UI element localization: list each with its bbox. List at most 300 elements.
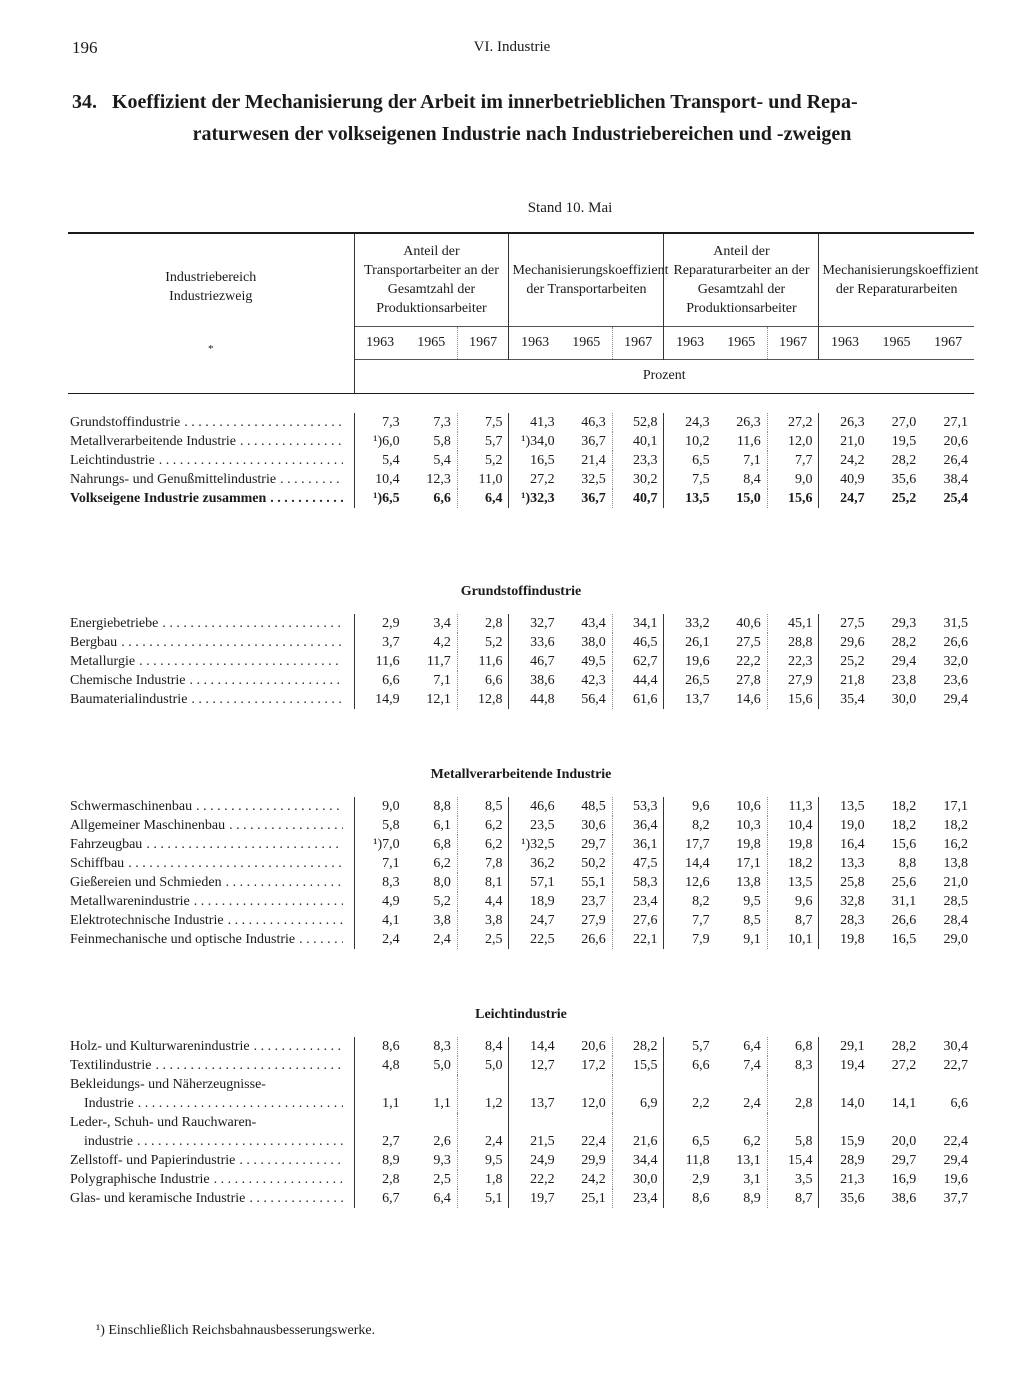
row-label-text: Volkseigene Industrie zusammen	[70, 491, 267, 506]
table-cell: 14,6	[736, 692, 761, 707]
row-label	[68, 1037, 354, 1056]
table-cell: 7,8	[457, 854, 509, 873]
statistics-table	[68, 232, 979, 1208]
row-label	[68, 873, 354, 892]
table-cell: ¹)6,0	[354, 432, 406, 451]
table-cell: 50,2	[581, 856, 606, 871]
table-cell: 13,1	[736, 1153, 761, 1168]
table-cell: 11,8	[664, 1151, 716, 1170]
table-cell: 4,4	[457, 892, 509, 911]
table-row	[68, 671, 974, 690]
table-cell: 6,4	[433, 1191, 451, 1206]
row-label	[68, 1170, 354, 1189]
table-cell: 12,0	[581, 1096, 606, 1111]
table-cell: 5,4	[354, 451, 406, 470]
table-cell: 9,5	[743, 894, 761, 909]
row-label-text: Energiebetriebe	[70, 616, 159, 631]
table-cell: 40,7	[612, 489, 664, 508]
table-cell: 8,8	[433, 799, 451, 814]
table-cell: 15,6	[891, 837, 917, 852]
table-cell: 8,7	[767, 1189, 819, 1208]
table-cell: 9,0	[354, 797, 406, 816]
table-cell: 16,2	[943, 837, 968, 852]
table-cell: 8,9	[743, 1191, 761, 1206]
row-label-text: Bergbau	[70, 635, 118, 650]
table-cell: 26,3	[819, 413, 871, 432]
table-cell: 44,8	[509, 690, 561, 709]
table-cell: 13,5	[767, 873, 819, 892]
table-row	[68, 652, 974, 671]
table-cell: 11,7	[426, 654, 451, 669]
year-header: 1965	[716, 327, 768, 360]
table-cell: 9,3	[433, 1153, 451, 1168]
table-cell: 26,6	[581, 932, 606, 947]
table-cell: ¹)34,0	[509, 432, 561, 451]
table-cell: 29,4	[943, 692, 968, 707]
table-cell: 27,5	[736, 635, 761, 650]
table-cell: 26,4	[943, 453, 968, 468]
table-cell: 22,4	[581, 1134, 606, 1149]
table-cell: 27,9	[581, 913, 606, 928]
table-cell: 4,9	[354, 892, 406, 911]
year-header: 1967	[767, 327, 819, 360]
table-cell: 25,4	[943, 491, 968, 506]
table-cell: 7,7	[664, 911, 716, 930]
table-cell: 6,1	[433, 818, 451, 833]
table-cell: 35,6	[819, 1189, 871, 1208]
table-cell: 14,0	[819, 1075, 871, 1113]
table-cell: 14,4	[509, 1037, 561, 1056]
table-cell: 45,1	[767, 614, 819, 633]
table-cell: 14,9	[354, 690, 406, 709]
table-cell: 1,8	[457, 1170, 509, 1189]
table-row	[68, 892, 974, 911]
table-cell: 6,7	[354, 1189, 406, 1208]
table-cell: 8,9	[354, 1151, 406, 1170]
table-cell: 19,8	[767, 835, 819, 854]
table-cell: 43,4	[581, 616, 606, 631]
table-cell: 30,6	[581, 818, 606, 833]
table-cell: 55,1	[581, 875, 606, 890]
table-cell: 19,6	[664, 652, 716, 671]
table-cell: 13,8	[943, 856, 968, 871]
row-label	[68, 690, 354, 709]
table-cell: 9,6	[664, 797, 716, 816]
table-cell: 29,3	[891, 616, 917, 631]
row-label-text: Leder-, Schuh- und Rauchwaren-	[70, 1115, 257, 1130]
year-header: 1965	[406, 327, 458, 360]
table-cell: 47,5	[612, 854, 664, 873]
table-cell: 24,2	[581, 1172, 606, 1187]
table-cell: 8,3	[767, 1056, 819, 1075]
row-label-text: Metallwarenindustrie	[70, 894, 190, 909]
footnote: ¹) Einschließlich Reichsbahnausbesserungswerke.	[96, 1323, 376, 1338]
table-cell: 5,2	[457, 633, 509, 652]
year-header: 1963	[509, 327, 561, 360]
table-cell: 4,1	[354, 911, 406, 930]
table-cell: 26,3	[736, 415, 761, 430]
table-cell: 36,4	[612, 816, 664, 835]
table-title	[72, 86, 972, 150]
table-cell: 58,3	[612, 873, 664, 892]
table-cell: 22,1	[612, 930, 664, 949]
table-cell: 12,3	[426, 472, 451, 487]
table-cell: 30,0	[891, 692, 917, 707]
table-cell: 11,6	[354, 652, 406, 671]
table-cell: 32,5	[581, 472, 606, 487]
table-cell: 16,9	[891, 1172, 917, 1187]
row-label-text: Schiffbau	[70, 856, 125, 871]
row-label-text: Bekleidungs- und Näherzeugnisse-	[70, 1077, 266, 1092]
stand-date: Stand 10. Mai	[527, 200, 613, 216]
table-cell: 40,6	[736, 616, 761, 631]
table-cell: 34,4	[612, 1151, 664, 1170]
table-cell: 19,0	[819, 816, 871, 835]
table-cell: 25,8	[819, 873, 871, 892]
table-cell: 23,6	[943, 673, 968, 688]
table-cell: 15,0	[736, 491, 761, 506]
table-cell: 5,7	[664, 1037, 716, 1056]
row-label-text: Chemische Industrie	[70, 673, 186, 688]
row-label	[68, 835, 354, 854]
table-cell: 19,7	[509, 1189, 561, 1208]
row-label-text-continued: Industrie	[84, 1096, 134, 1111]
table-cell: 8,4	[457, 1037, 509, 1056]
table-cell: 22,4	[943, 1134, 968, 1149]
table-cell: 28,9	[819, 1151, 871, 1170]
table-cell: 14,1	[891, 1096, 917, 1111]
year-header: 1965	[561, 327, 613, 360]
row-label	[68, 470, 354, 489]
year-header: 1963	[819, 327, 871, 360]
group-header-2: Mechanisierungskoeffizient der Transportarbeiten	[509, 233, 664, 327]
table-row	[68, 413, 974, 432]
table-cell: 18,2	[891, 818, 917, 833]
table-cell: 21,6	[612, 1113, 664, 1151]
table-cell: 21,0	[943, 875, 968, 890]
table-cell: 9,1	[743, 932, 761, 947]
table-cell: 23,3	[612, 451, 664, 470]
table-cell: 17,7	[664, 835, 716, 854]
table-row	[68, 1189, 974, 1208]
table-cell: 5,8	[767, 1113, 819, 1151]
table-cell: 38,6	[891, 1191, 917, 1206]
table-cell: 22,7	[943, 1058, 968, 1073]
table-cell: 15,9	[819, 1113, 871, 1151]
table-cell: 1,1	[354, 1075, 406, 1113]
table-cell: 13,5	[664, 489, 716, 508]
table-cell: 10,3	[736, 818, 761, 833]
table-row	[68, 1037, 974, 1056]
row-label-text: Leichtindustrie	[70, 453, 155, 468]
table-cell: 3,7	[354, 633, 406, 652]
table-cell: 2,9	[354, 614, 406, 633]
table-cell: 6,5	[664, 1113, 716, 1151]
table-cell: 8,2	[664, 892, 716, 911]
row-label-text: Gießereien und Schmieden	[70, 875, 222, 890]
row-label	[68, 451, 354, 470]
table-cell: 29,9	[581, 1153, 606, 1168]
page-number: 196	[72, 38, 98, 57]
table-cell: 41,3	[509, 413, 561, 432]
table-cell: 12,0	[767, 432, 819, 451]
table-cell: 22,3	[767, 652, 819, 671]
table-cell: 29,4	[943, 1153, 968, 1168]
row-label-text: Holz- und Kulturwarenindustrie	[70, 1039, 250, 1054]
table-cell: 2,7	[354, 1113, 406, 1151]
table-cell: 14,4	[664, 854, 716, 873]
table-cell: 5,4	[433, 453, 451, 468]
stub-line-1: Industriebereich	[165, 270, 257, 285]
table-cell: 11,6	[457, 652, 509, 671]
table-row	[68, 489, 974, 508]
row-label	[68, 1189, 354, 1208]
table-cell: 3,8	[457, 911, 509, 930]
table-cell: 33,2	[664, 614, 716, 633]
table-cell: 10,4	[354, 470, 406, 489]
table-cell: 27,0	[891, 415, 917, 430]
table-cell: 38,4	[943, 472, 968, 487]
table-cell: 13,7	[664, 690, 716, 709]
table-cell: ¹)32,3	[509, 489, 561, 508]
table-cell: 5,0	[433, 1058, 451, 1073]
table-cell: 18,9	[509, 892, 561, 911]
table-cell: 42,3	[581, 673, 606, 688]
table-cell: 12,8	[457, 690, 509, 709]
table-cell: 22,2	[509, 1170, 561, 1189]
row-label	[68, 911, 354, 930]
table-cell: 2,4	[457, 1113, 509, 1151]
table-row	[68, 633, 974, 652]
table-cell: 8,5	[457, 797, 509, 816]
table-cell: 31,1	[891, 894, 917, 909]
table-cell: 48,5	[581, 799, 606, 814]
table-cell: 56,4	[581, 692, 606, 707]
table-cell: 28,2	[891, 635, 917, 650]
table-cell: 16,4	[819, 835, 871, 854]
table-cell: 9,6	[767, 892, 819, 911]
table-cell: 28,5	[943, 894, 968, 909]
table-row	[68, 854, 974, 873]
table-cell: 49,5	[581, 654, 606, 669]
table-cell: 2,4	[743, 1096, 761, 1111]
table-cell: 18,2	[943, 818, 968, 833]
table-cell: 32,7	[509, 614, 561, 633]
row-label	[68, 1075, 354, 1113]
table-cell: 23,8	[891, 673, 917, 688]
table-row	[68, 1170, 974, 1189]
table-cell: 27,9	[767, 671, 819, 690]
table-cell: 5,8	[433, 434, 451, 449]
row-label	[68, 614, 354, 633]
table-cell: 6,2	[457, 816, 509, 835]
title-line-2: raturwesen der volkseigenen Industrie nach Industriebereichen und -zweigen	[192, 123, 852, 145]
table-cell: 7,1	[354, 854, 406, 873]
table-cell: 7,7	[767, 451, 819, 470]
section-title: Metallverarbeitende Industrie	[430, 767, 612, 782]
table-cell: 40,1	[612, 432, 664, 451]
table-cell: 38,0	[581, 635, 606, 650]
row-label-text: Feinmechanische und optische Industrie	[70, 932, 296, 947]
table-cell: 21,8	[819, 671, 871, 690]
table-cell: 37,7	[943, 1191, 968, 1206]
table-row	[68, 432, 974, 451]
table-cell: 6,6	[433, 491, 451, 506]
table-cell: 26,6	[891, 913, 917, 928]
table-row	[68, 470, 974, 489]
table-cell: 10,6	[736, 799, 761, 814]
table-cell: 6,6	[664, 1056, 716, 1075]
unit-header: Prozent	[354, 360, 974, 394]
table-cell: 16,5	[509, 451, 561, 470]
table-row	[68, 1056, 974, 1075]
table-cell: 25,2	[819, 652, 871, 671]
table-cell: 8,5	[743, 913, 761, 928]
table-cell: 19,8	[736, 837, 761, 852]
table-cell: 5,7	[457, 432, 509, 451]
table-cell: 22,5	[509, 930, 561, 949]
table-cell: 28,2	[891, 453, 917, 468]
table-cell: 6,9	[612, 1075, 664, 1113]
table-cell: 28,2	[612, 1037, 664, 1056]
table-cell: 3,4	[433, 616, 451, 631]
row-label	[68, 1113, 354, 1151]
table-cell: 2,2	[664, 1075, 716, 1113]
group-header-3: Anteil der Reparaturarbeiter an der Gesamtzahl der Produktionsarbeiter	[664, 233, 819, 327]
row-label-text: Grundstoffindustrie	[70, 415, 181, 430]
table-cell: 21,0	[819, 432, 871, 451]
table-cell: 15,6	[767, 690, 819, 709]
table-cell: 35,4	[819, 690, 871, 709]
row-label	[68, 1056, 354, 1075]
table-cell: 20,0	[891, 1134, 917, 1149]
table-cell: 1,1	[433, 1096, 451, 1111]
row-label-text-continued: industrie	[84, 1134, 133, 1149]
table-cell: 9,5	[457, 1151, 509, 1170]
table-cell: 8,3	[354, 873, 406, 892]
table-body	[68, 394, 974, 1209]
table-cell: 61,6	[612, 690, 664, 709]
table-cell: 27,2	[767, 413, 819, 432]
table-cell: 38,6	[509, 671, 561, 690]
table-cell: 1,2	[457, 1075, 509, 1113]
table-cell: 2,4	[433, 932, 451, 947]
table-cell: 8,4	[743, 472, 761, 487]
table-cell: 6,4	[457, 489, 509, 508]
stub-line-2: Industriezweig	[169, 289, 253, 304]
year-header: 1967	[612, 327, 664, 360]
table-cell: 11,0	[457, 470, 509, 489]
table-cell: 7,5	[664, 470, 716, 489]
table-cell: 32,0	[943, 654, 968, 669]
table-cell: 21,3	[819, 1170, 871, 1189]
table-cell: 26,5	[664, 671, 716, 690]
table-cell: 29,6	[819, 633, 871, 652]
table-cell: 8,3	[433, 1039, 451, 1054]
table-cell: 53,3	[612, 797, 664, 816]
table-cell: 18,2	[891, 799, 917, 814]
table-cell: 29,0	[943, 932, 968, 947]
table-cell: 20,6	[581, 1039, 606, 1054]
table-cell: 36,1	[612, 835, 664, 854]
table-cell: 19,6	[943, 1172, 968, 1187]
table-cell: 25,2	[891, 491, 917, 506]
table-cell: 6,2	[433, 856, 451, 871]
table-row	[68, 1113, 974, 1151]
row-label	[68, 1151, 354, 1170]
table-cell: 17,1	[943, 799, 968, 814]
table-cell: 3,8	[433, 913, 451, 928]
table-cell: 6,4	[743, 1039, 761, 1054]
table-cell: 10,1	[767, 930, 819, 949]
table-cell: ¹)7,0	[354, 835, 406, 854]
table-cell: 3,5	[767, 1170, 819, 1189]
table-cell: 30,2	[612, 470, 664, 489]
table-cell: 13,8	[736, 875, 761, 890]
table-cell: 35,6	[891, 472, 917, 487]
table-cell: 6,8	[433, 837, 451, 852]
row-label-text: Polygraphische Industrie	[70, 1172, 210, 1187]
table-cell: 44,4	[612, 671, 664, 690]
table-cell: 6,2	[457, 835, 509, 854]
table-cell: 2,5	[457, 930, 509, 949]
group-header-1: Anteil der Transportarbeiter an der Gesamtzahl der Produktionsarbeiter	[354, 233, 509, 327]
row-label-text: Metallurgie	[70, 654, 136, 669]
table-cell: 3,1	[743, 1172, 761, 1187]
table-cell: 29,4	[891, 654, 917, 669]
table-row	[68, 1151, 974, 1170]
table-cell: 46,3	[581, 415, 606, 430]
table-cell: 30,0	[612, 1170, 664, 1189]
table-cell: 28,8	[767, 633, 819, 652]
table-cell: 15,5	[612, 1056, 664, 1075]
table-cell: 8,2	[664, 816, 716, 835]
year-header: 1963	[354, 327, 406, 360]
year-header: 1967	[922, 327, 974, 360]
row-label	[68, 489, 354, 508]
row-label	[68, 892, 354, 911]
table-cell: ¹)6,5	[354, 489, 406, 508]
row-label	[68, 816, 354, 835]
row-label	[68, 671, 354, 690]
row-label-text: Fahrzeugbau	[70, 837, 143, 852]
row-label-text: Baumaterialindustrie	[70, 692, 188, 707]
table-cell: 24,3	[664, 413, 716, 432]
row-label-text: Allgemeiner Maschinenbau	[70, 818, 226, 833]
table-cell: 5,1	[457, 1189, 509, 1208]
row-label-text: Nahrungs- und Genußmittelindustrie	[70, 472, 277, 487]
table-cell: 6,5	[664, 451, 716, 470]
table-cell: 6,8	[767, 1037, 819, 1056]
table-cell: 2,8	[767, 1075, 819, 1113]
table-cell: 12,1	[426, 692, 451, 707]
year-header: 1963	[664, 327, 716, 360]
table-cell: 7,9	[664, 930, 716, 949]
table-cell: 13,3	[819, 854, 871, 873]
group-header-4: Mechanisierungskoeffizient der Reparaturarbeiten	[819, 233, 974, 327]
table-cell: 9,0	[767, 470, 819, 489]
table-cell: 21,5	[509, 1113, 561, 1151]
table-cell: 24,9	[509, 1151, 561, 1170]
row-label-text: Schwermaschinenbau	[70, 799, 193, 814]
table-cell: 2,5	[433, 1172, 451, 1187]
table-cell: 31,5	[943, 616, 968, 631]
table-cell: 8,7	[767, 911, 819, 930]
row-label-text: Textilindustrie	[70, 1058, 152, 1073]
table-cell: 19,8	[819, 930, 871, 949]
table-cell: 15,6	[767, 489, 819, 508]
table-cell: 36,7	[581, 491, 606, 506]
